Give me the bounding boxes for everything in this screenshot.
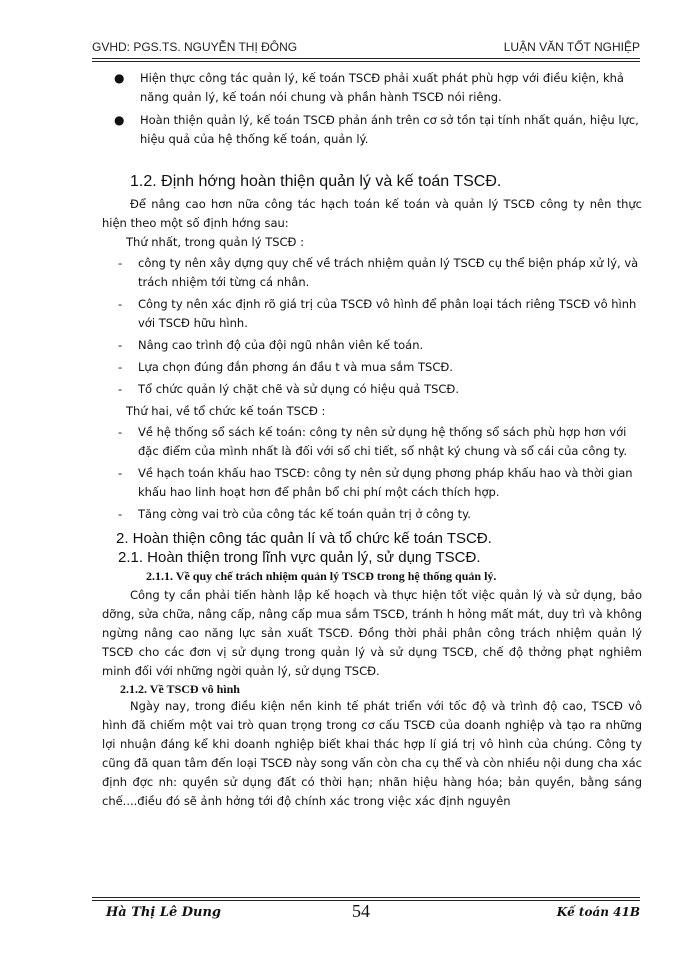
list-item (102, 380, 642, 399)
bullet-item (102, 111, 642, 149)
bullet-icon: ● (114, 113, 125, 127)
dash-icon: - (118, 466, 123, 480)
list-item-text: công ty nên xây dựng quy chế về trách nhiệm quản lý TSCĐ cụ thể biện pháp xử lý, và trách nhiệm tới từng cá nhân. (138, 256, 639, 289)
list-item-text: Tăng cờng vai trò của công tác kế toán quản trị ở công ty. (138, 507, 471, 521)
footer-rule-top (92, 897, 640, 898)
list-item-text: Tổ chức quản lý chặt chẽ và sử dụng có hiệu quả TSCĐ. (138, 382, 460, 396)
bullet-text: Hoàn thiện quản lý, kế toán TSCĐ phản ánh trên cơ sở tồn tại tính nhất quán, hiệu lực, hiệu quả của hệ thống kế toán, quản lý. (140, 113, 639, 146)
bullet-item (102, 69, 642, 107)
dash-icon: - (118, 425, 123, 439)
bullet-icon: ● (114, 71, 125, 85)
dash-icon: - (118, 338, 123, 352)
list-item (102, 254, 642, 292)
dash-icon: - (118, 256, 123, 270)
page-footer (92, 901, 640, 925)
section-heading-2: 2. Hoàn thiện công tác quản lí và tổ chức kế toán TSCĐ. (116, 530, 492, 547)
subsection-heading-2-1-1: 2.1.1. Về quy chế trách nhiệm quản lý TSCĐ trong hệ thống quản lý. (146, 569, 497, 583)
list-item-text: Về hệ thống sổ sách kế toán: công ty nên sử dụng hệ thống sổ sách phù hợp hơn với đặc điểm của mình nhất là đối với sổ chi tiết, sổ nhật ký chung và sổ cái của công ty. (138, 425, 627, 458)
footer-author: Hà Thị Lê Dung (106, 905, 222, 920)
section-intro: Để nâng cao hơn nữa công tác hạch toán kế toán và quản lý TSCĐ công ty nên thực hiện theo một số định hớng sau: (102, 197, 642, 230)
header-rule-top (92, 58, 640, 59)
list-item (102, 336, 642, 355)
footer-class: Kế toán 41B (556, 905, 640, 919)
paragraph-2-1-2: Ngày nay, trong điều kiện nền kinh tế phát triển với tốc độ và trình độ cao, TSCĐ vô hình đã chiếm một vai trò quan trọng trong cơ cấu TSCĐ của doanh nghiệp và tạo ra những lợi nhuận đáng kể khi doanh nghiệp biết khai thác hợp lí giá trị vô hình của chúng. Công ty cũng đã quan tâm đến loại TSCĐ này song vấn còn cha cụ thể và còn nhiều nội dung cha xác định đợc nh: quyền sử dụng đất có thời hạn; nhãn hiệu hàng hóa; bản quyền, bằng sáng chế....điều đó sẽ ảnh hởng tới độ chính xác trong việc xác định nguyên (102, 699, 642, 808)
subsection-heading-2-1-2: 2.1.2. Về TSCĐ vô hình (120, 682, 240, 696)
dash-icon: - (118, 360, 123, 374)
page-body (102, 66, 642, 811)
dash-icon: - (118, 507, 123, 521)
list-item-text: Công ty nên xác định rõ giá trị của TSCĐ vô hình để phân loại tách riêng TSCĐ vô hình với TSCĐ hữu hình. (138, 297, 637, 330)
second-label: Thứ hai, về tổ chức kế toán TSCĐ : (126, 404, 326, 418)
first-label: Thứ nhất, trong quản lý TSCĐ : (126, 235, 304, 249)
list-item (102, 358, 642, 377)
section-heading-1-2: 1.2. Định hớng hoàn thiện quản lý và kế toán TSCĐ. (130, 173, 502, 190)
list-item (102, 505, 642, 524)
list-item (102, 295, 642, 333)
section-heading-2-1: 2.1. Hoàn thiện trong lĩnh vực quản lý, sử dụng TSCĐ. (118, 549, 481, 566)
paragraph-2-1-1: Công ty cần phải tiến hành lập kế hoạch và thực hiện tốt việc quản lý và sử dụng, bảo dỡng, sửa chữa, nâng cấp, nâng cấp mua sắm TSCĐ, tránh h hỏng mất mát, duy trì và không ngừng nâng cao năng lực sản xuất TSCĐ. Đồng thời phải phân công trách nhiệm quản lý TSCĐ cho các đơn vị sử dụng trong quản lý và sử dụng TSCĐ, chế độ thởng phạt nghiêm minh đối với những ngời quản lý, sử dụng TSCĐ. (102, 588, 642, 678)
page-header (92, 40, 640, 58)
header-rule-bottom (92, 61, 640, 62)
list-item (102, 423, 642, 461)
list-item-text: Lựa chọn đúng đắn phơng án đầu t và mua sắm TSCĐ. (138, 360, 453, 374)
list-item-text: Về hạch toán khấu hao TSCĐ: công ty nên sử dụng phơng pháp khấu hao và thời gian khấu hao linh hoạt hơn để phân bổ chi phí một cách thích hợp. (138, 466, 633, 499)
dash-icon: - (118, 297, 123, 311)
list-item-text: Nâng cao trình độ của đội ngũ nhân viên kế toán. (138, 338, 424, 352)
page-number: 54 (352, 901, 370, 921)
header-advisor: GVHD: PGS.TS. NGUYỄN THỊ ĐÔNG (92, 40, 298, 54)
dash-icon: - (118, 382, 123, 396)
header-thesis-title: LUẬN VĂN TỐT NGHIỆP (503, 40, 640, 54)
list-item (102, 464, 642, 502)
bullet-text: Hiện thực công tác quản lý, kế toán TSCĐ phải xuất phát phù hợp với điều kiện, khả năng quản lý, kế toán nói chung và phần hành TSCĐ nói riêng. (140, 71, 624, 104)
